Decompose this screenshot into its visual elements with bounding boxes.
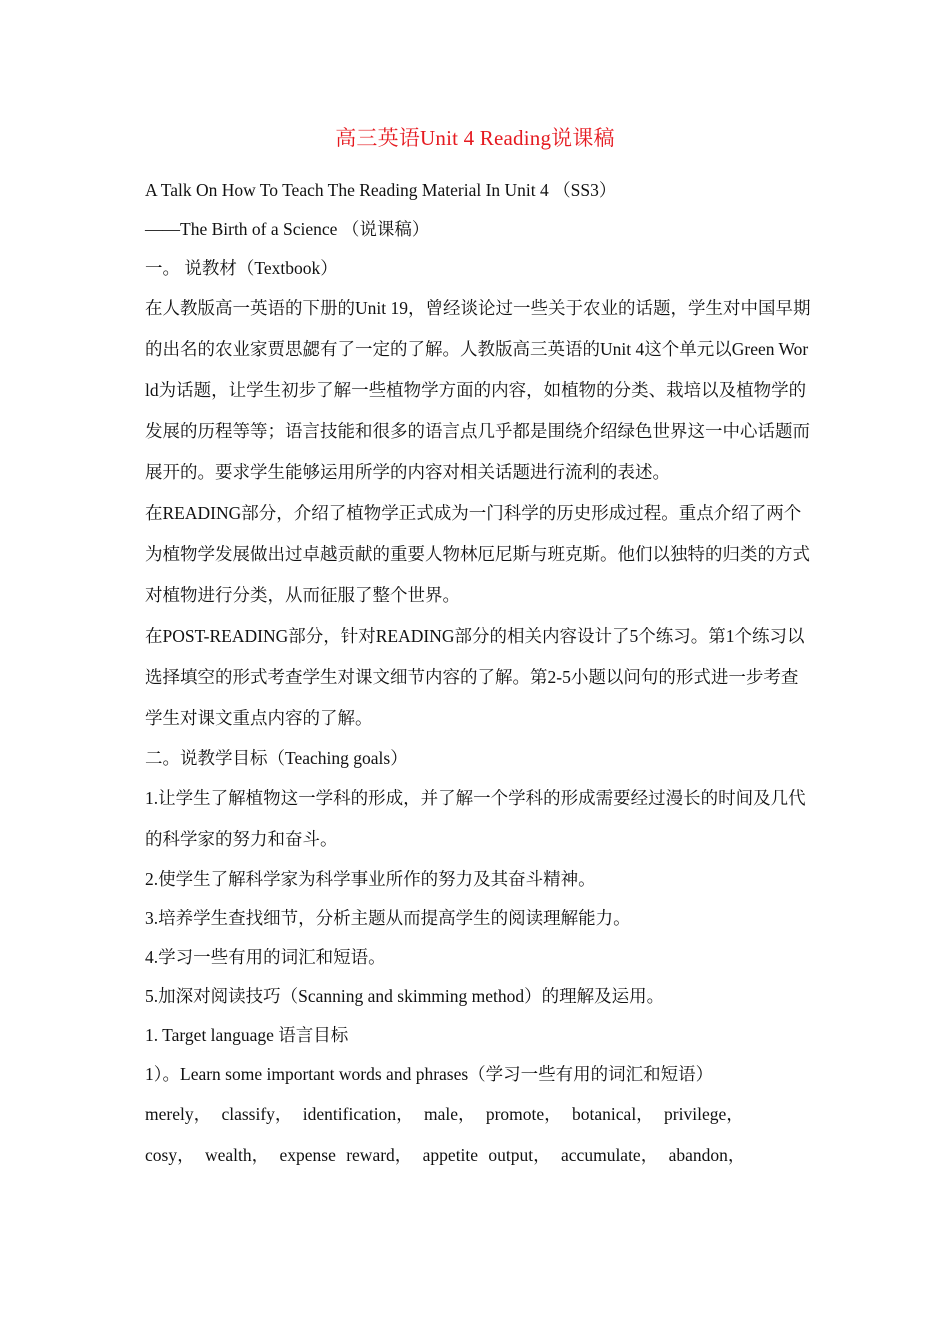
subtitle-line: A Talk On How To Teach The Reading Material In Unit 4 （SS3） [145,180,617,200]
goal-item-5: 5.加深对阅读技巧（Scanning and skimming method）的理解及运用。 [145,986,665,1006]
goal-item-4: 4.学习一些有用的词汇和短语。 [145,947,386,967]
section-heading-goals: 二。说教学目标（Teaching goals） [145,748,408,768]
textbook-paragraph-3: 在POST-READING部分，针对READING部分的相关内容设计了5个练习。第1个练习以选择填空的形式考查学生对课文细节内容的了解。第2-5小题以问句的形式进一步考查学生对课文重点内容的了解。 [145,626,805,728]
section-heading-textbook: 一。 说教材（Textbook） [145,258,338,278]
target-language-item-1: 1）。Learn some important words and phrases（学习一些有用的词汇和短语） [145,1064,714,1084]
target-language-heading: 1. Target language 语言目标 [145,1025,349,1045]
textbook-paragraph-1: 在人教版高一英语的下册的Unit 19，曾经谈论过一些关于农业的话题，学生对中国早期的出名的农业家贾思勰有了一定的了解。人教版高三英语的Unit 4这个单元以Green World为话题，让学生初步了解一些植物学方面的内容，如植物的分类、栽培以及植物学的发展的历程等等；语言技能和很多的语言点几乎都是围绕介绍绿色世界这一中心话题而展开的。要求学生能够运用所学的内容对相关话题进行流利的表述。 [145,298,811,482]
vocabulary-line-1: merely， classify， identification， male， promote， botanical， privilege， [145,1104,744,1124]
vocabulary-line-2: cosy， wealth， expense reward， appetite output， accumulate， abandon， [145,1145,746,1165]
goal-item-1: 1.让学生了解植物这一学科的形成，并了解一个学科的形成需要经过漫长的时间及几代的科学家的努力和奋斗。 [145,788,806,849]
document-body [145,171,813,1176]
goal-item-2: 2.使学生了解科学家为科学事业所作的努力及其奋斗精神。 [145,869,596,889]
document-title: 高三英语Unit 4 Reading说课稿 [335,126,615,150]
subtitle-subline: ——The Birth of a Science （说课稿） [145,219,430,239]
goal-item-3: 3.培养学生查找细节，分析主题从而提高学生的阅读理解能力。 [145,908,631,928]
textbook-paragraph-2: 在READING部分，介绍了植物学正式成为一门科学的历史形成过程。重点介绍了两个为植物学发展做出过卓越贡献的重要人物林厄尼斯与班克斯。他们以独特的归类的方式对植物进行分类，从而征服了整个世界。 [145,503,810,605]
